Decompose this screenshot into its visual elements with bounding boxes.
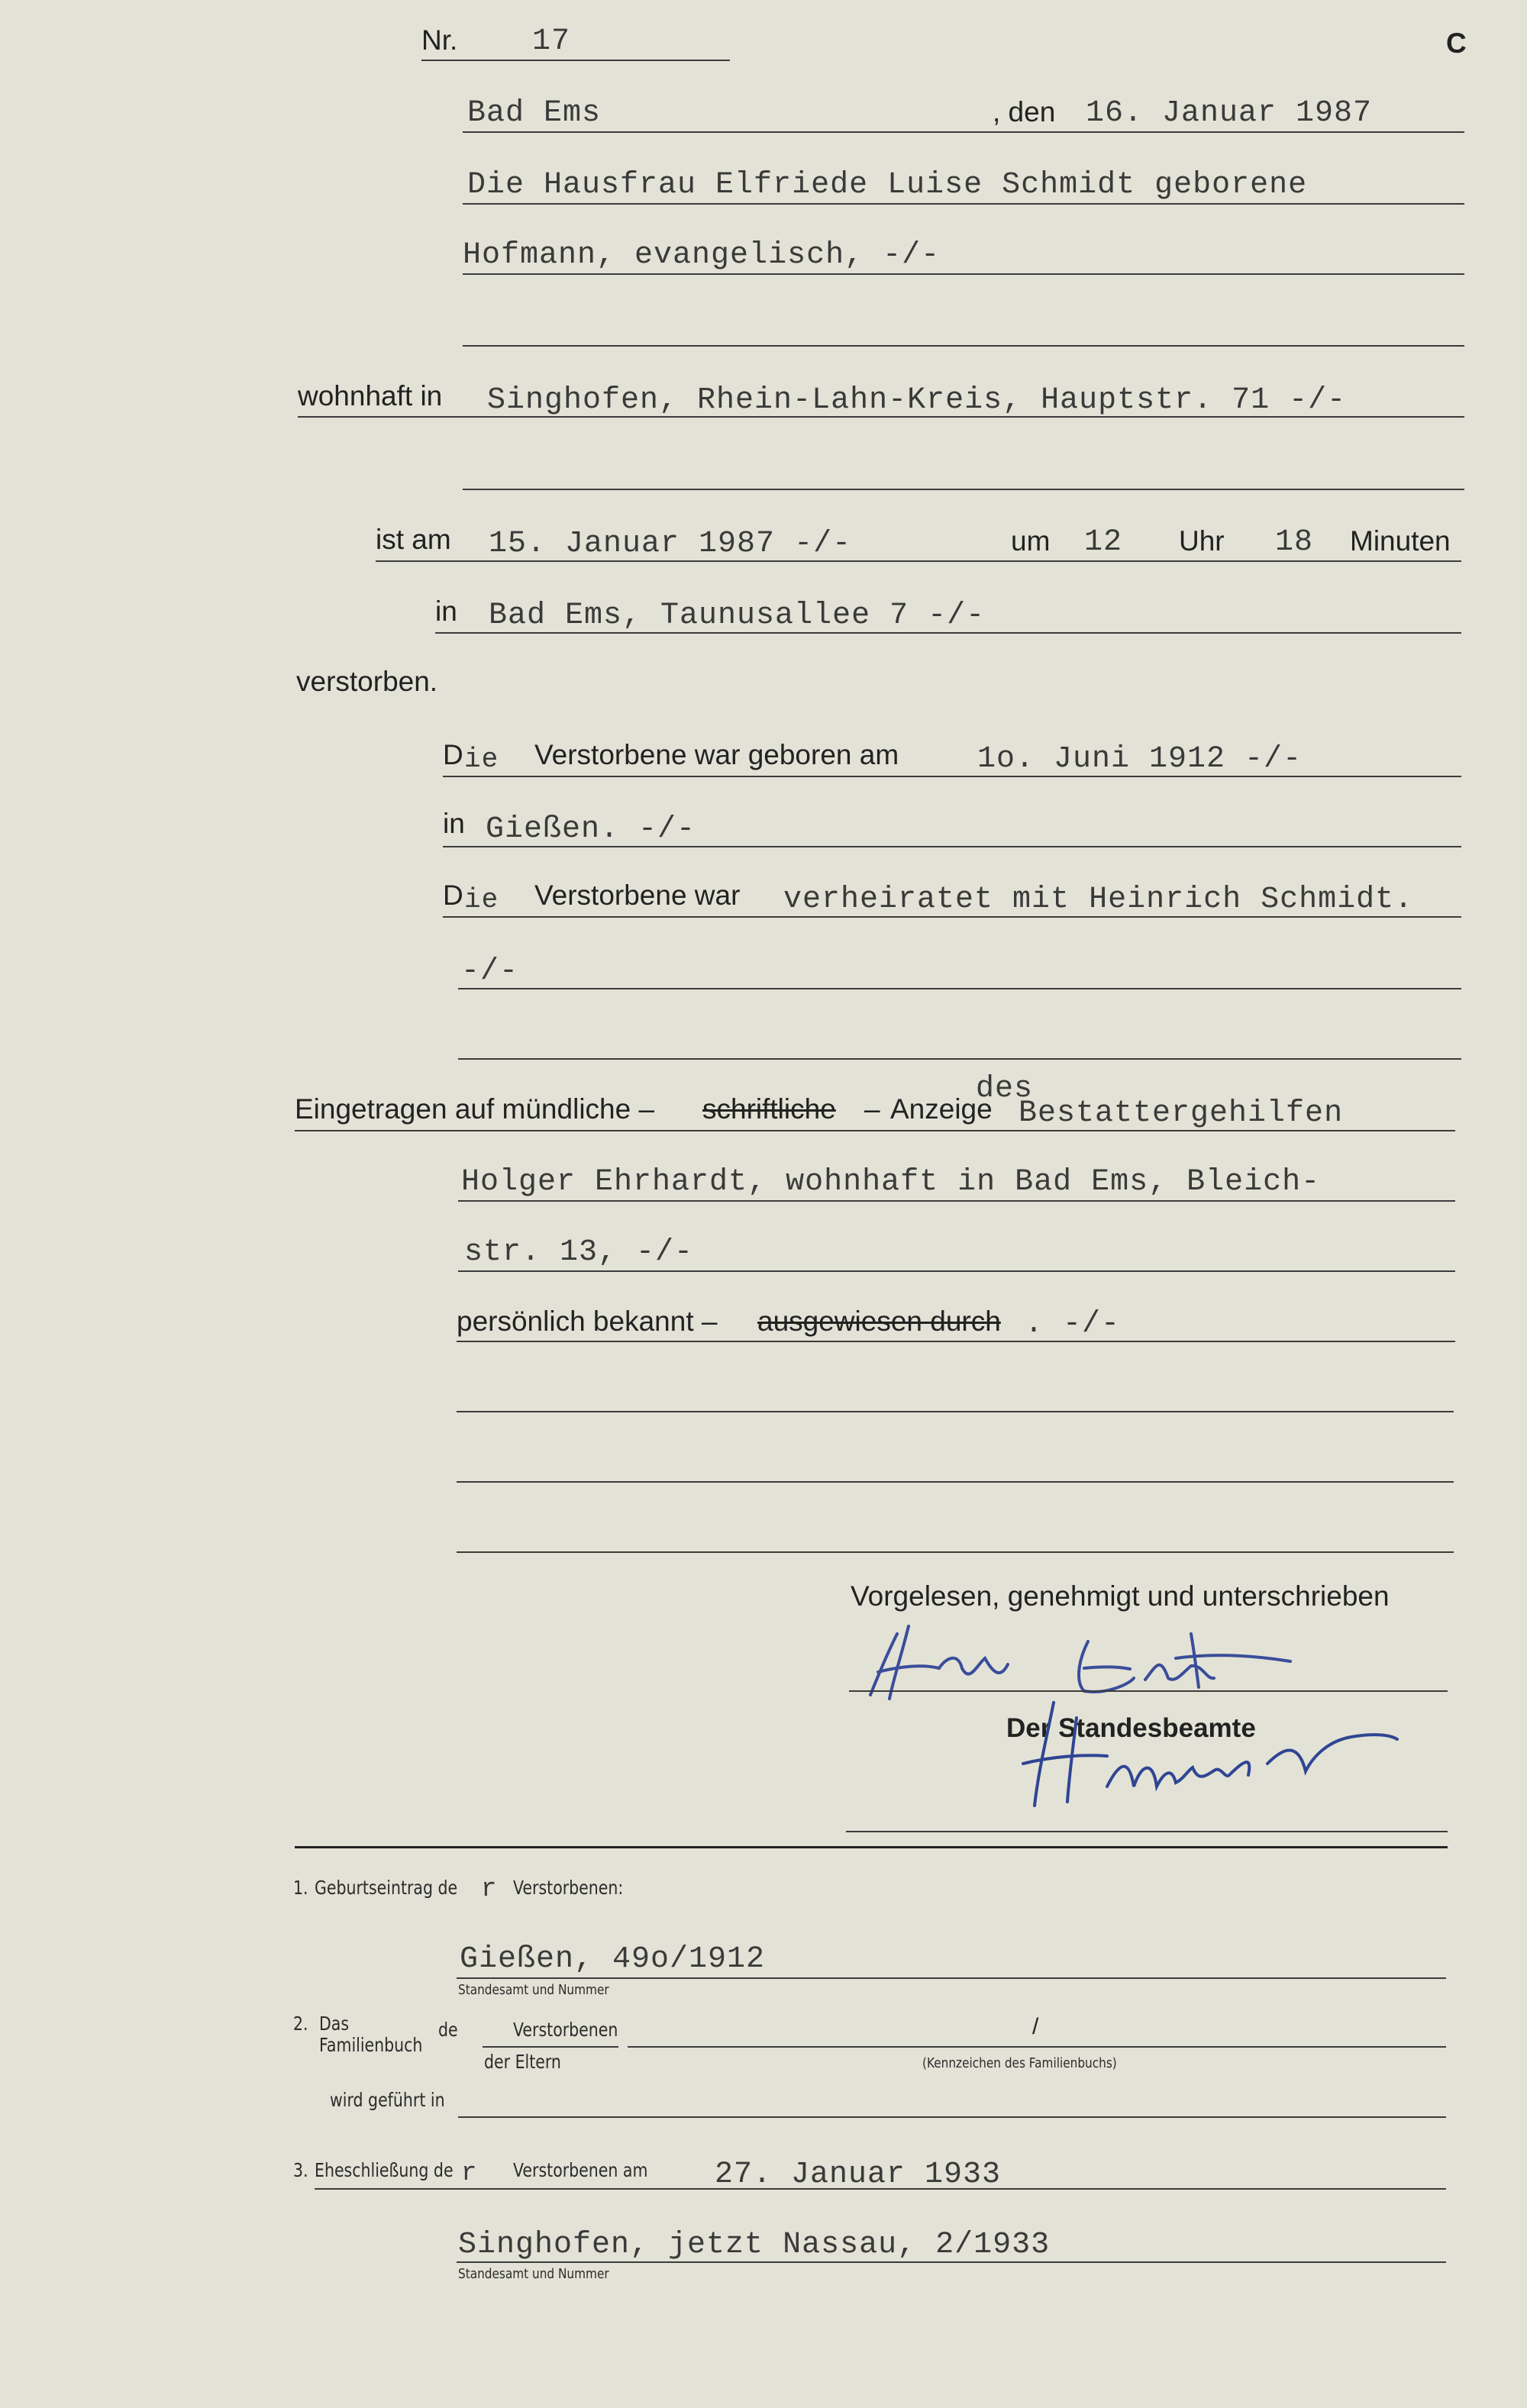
birth-in-label: in (443, 808, 465, 839)
birth-date: 1o. Juni 1912 -/- (977, 742, 1303, 776)
marital-prefix-d: D (443, 880, 463, 911)
known-label: persönlich bekannt – (457, 1306, 718, 1337)
den-label: , den (993, 96, 1056, 128)
death-place-rule (435, 632, 1461, 634)
death-place: Bad Ems, Taunusallee 7 -/- (489, 599, 986, 633)
marital-line-2: -/- (461, 954, 519, 989)
nr-label: Nr. (421, 24, 458, 56)
registrar-label: Der Standesbeamte (1006, 1713, 1256, 1743)
birth-prefix-d: D (443, 739, 463, 770)
birth-prefix-ie: ie (464, 744, 499, 775)
f3-r: r (461, 2159, 478, 2188)
f3-value: Singhofen, jetzt Nassau, 2/1933 (458, 2228, 1051, 2262)
f3-sub: Standesamt und Nummer (458, 2266, 609, 2282)
read-approved-text: Vorgelesen, genehmigt und unterschrieben (851, 1580, 1390, 1612)
f3-label-b: Verstorbenen am (513, 2159, 648, 2181)
registration-struck-schriftliche: schriftliche (702, 1093, 836, 1125)
known-end: . -/- (1025, 1307, 1121, 1341)
blank-rule-5 (457, 1481, 1454, 1483)
f2-gefuehrt-rule (458, 2116, 1446, 2118)
copy-mark: C (1446, 27, 1467, 59)
informant-line-3-rule (458, 1270, 1455, 1272)
f1-value: Gießen, 49o/1912 (460, 1942, 766, 1977)
footnote-separator (295, 1846, 1448, 1848)
f2-kennzeichen: (Kennzeichen des Familienbuchs) (922, 2055, 1117, 2071)
informant-line-1: Bestattergehilfen (1019, 1096, 1344, 1131)
date-line (463, 131, 1464, 133)
f2-eltern: der Eltern (484, 2051, 561, 2073)
registration-label-start: Eingetragen auf mündliche – (295, 1093, 655, 1125)
f1-number: 1. (293, 1877, 308, 1899)
uhr-label: Uhr (1179, 525, 1225, 557)
marital-value: verheiratet mit Heinrich Schmidt. (783, 883, 1414, 917)
verstorben-label: verstorben. (296, 666, 438, 697)
marital-line-2-rule (458, 988, 1461, 989)
birth-place: Gießen. -/- (486, 812, 696, 847)
des-word: des (976, 1072, 1034, 1106)
blank-rule-1 (463, 345, 1464, 347)
blank-rule-2 (463, 489, 1464, 490)
f1-r: r (481, 1875, 498, 1904)
marital-label: Verstorbene war (534, 880, 741, 911)
death-in-label: in (435, 596, 457, 627)
informant-line-3: str. 13, -/- (464, 1235, 694, 1270)
blank-rule-3 (458, 1058, 1461, 1060)
registrar-signature (993, 1695, 1405, 1817)
nr-underline (421, 60, 730, 61)
informant-signature-rule (849, 1690, 1448, 1692)
residence-rule (298, 416, 1464, 418)
register-place: Bad Ems (467, 96, 602, 131)
f2-das: Das (319, 2013, 350, 2035)
f3-number: 3. (293, 2159, 308, 2181)
birth-date-rule (443, 776, 1461, 777)
f2-familienbuch: Familienbuch (319, 2034, 423, 2056)
known-struck: ausgewiesen durch (757, 1306, 1001, 1337)
deceased-line-1-rule (463, 203, 1464, 205)
registration-anzeige: Anzeige (890, 1093, 993, 1125)
registration-dash: – (864, 1093, 880, 1125)
known-rule (457, 1341, 1455, 1342)
f2-number: 2. (293, 2013, 308, 2035)
death-date: 15. Januar 1987 -/- (489, 527, 852, 561)
informant-line-2-rule (458, 1200, 1455, 1202)
informant-line-2: Holger Ehrhardt, wohnhaft in Bad Ems, Bleich- (461, 1165, 1321, 1199)
registrar-signature-rule (846, 1831, 1448, 1832)
f1-label-b: Verstorbenen: (513, 1877, 624, 1899)
deceased-line-1: Die Hausfrau Elfriede Luise Schmidt geborene (467, 168, 1308, 202)
residence-label: wohnhaft in (298, 380, 443, 412)
f1-label-a: Geburtseintrag de (315, 1877, 458, 1899)
f3-rule (315, 2188, 1446, 2190)
f3-date: 27. Januar 1933 (715, 2158, 1002, 2192)
f2-slash: / (1032, 2014, 1039, 2039)
f2-gefuehrt: wird geführt in (330, 2089, 445, 2111)
f1-sub: Standesamt und Nummer (458, 1982, 609, 1998)
birth-place-rule (443, 846, 1461, 847)
death-hour: 12 (1084, 525, 1123, 560)
f2-verstorbenen: Verstorbenen (513, 2019, 618, 2041)
f2-value-rule (628, 2046, 1446, 2048)
registration-rule (295, 1130, 1455, 1131)
marital-rule (443, 916, 1461, 918)
death-minutes: 18 (1275, 525, 1314, 560)
ist-am-label: ist am (376, 524, 451, 555)
f1-rule (457, 1977, 1446, 1979)
record-number: 17 (532, 24, 571, 59)
f3-value-rule (457, 2261, 1446, 2263)
deceased-line-2: Hofmann, evangelisch, -/- (463, 238, 941, 273)
f3-label-a: Eheschließung de (315, 2159, 454, 2181)
residence-value: Singhofen, Rhein-Lahn-Kreis, Hauptstr. 71 -/- (487, 383, 1347, 418)
f2-de: de (438, 2019, 458, 2041)
minuten-label: Minuten (1350, 525, 1451, 557)
birth-label: Verstorbene war geboren am (534, 739, 899, 770)
marital-prefix-ie: ie (464, 884, 499, 915)
register-date: 16. Januar 1987 (1086, 96, 1373, 131)
blank-rule-4 (457, 1411, 1454, 1412)
f2-verstorbenen-rule (483, 2046, 618, 2048)
death-date-rule (376, 560, 1461, 562)
um-label: um (1011, 525, 1051, 557)
deceased-line-2-rule (463, 273, 1464, 275)
blank-rule-6 (457, 1551, 1454, 1553)
